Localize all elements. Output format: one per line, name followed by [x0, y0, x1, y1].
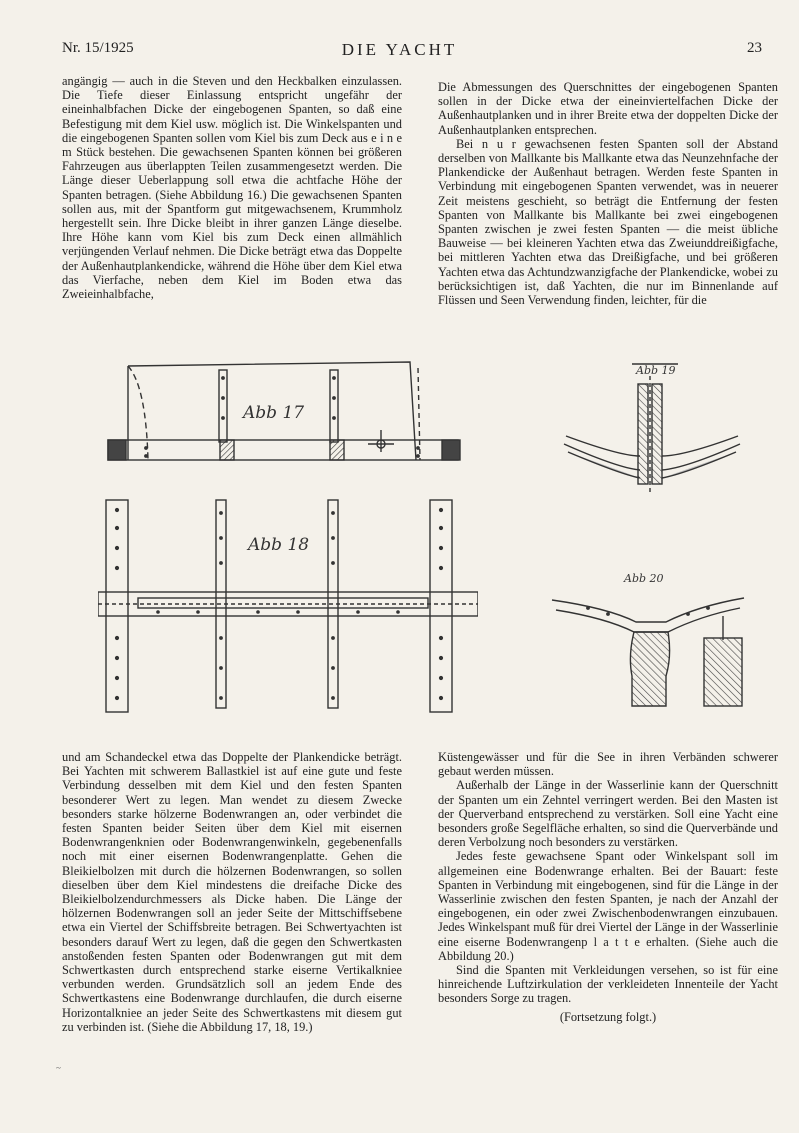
- page-number: 23: [747, 40, 762, 56]
- paragraph: Sind die Spanten mit Verkleidungen versehen, so ist für eine hinreichende Luftzirkulation der verkleideten Innenteile der Yacht besonders Sorge zu tragen.: [438, 963, 778, 1006]
- abb17-label: Abb 17: [243, 403, 305, 423]
- abb19-label: Abb 19: [636, 364, 676, 377]
- figure-17-18-diagram: [98, 348, 478, 720]
- text-column-top-right: [438, 80, 778, 307]
- figure-20-diagram: [548, 566, 748, 716]
- paragraph: und am Schandeckel etwa das Doppelte der Plankendicke beträgt. Bei Yachten mit schwerem Ballastkiel ist auf eine gute und feste Verbindung desselben mit dem Kiel und den festen Spanten besonderer Wert zu legen. Man wendet zu diesem Zwecke besonders starke hölzerne Bodenwrangen an, oder verbindet die festen Spanten beider Seiten über dem Kiel mit eisernen Bodenwrangenknien oder Bodenwrangenwinkeln, gegebenenfalls noch mit einer eisernen Bodenwrangenplatte. Gehen die Bleikielbolzen mit durch die hölzernen Bodenwrangen, so sollen dieselben über dem Kiel mindestens die dreifache Dicke des Bleikielbolzendurchmessers als Dicke haben. Die Länge der hölzernen Bodenwrangen soll an jeder Seite der Mittschiffsebene etwa ein Viertel der Schiffsbreite betragen. Bei Schwertyachten ist besonders darauf Wert zu legen, daß die gegen den Schwertkasten anstoßenden festen Spanten oder Bodenwrangen gut mit dem Schwertkasten durch entsprechend starke eiserne Vertikalkniee verbunden werden. Grundsätzlich soll an jedem Ende des Schwertkastens eine Bodenwrange durchlaufen, die durch eiserne Horizontalkniee an jeder Seite des Schwertkastens mit diesem gut zu verbinden ist. (Siehe die Abbildung 17, 18, 19.): [62, 750, 402, 1034]
- paragraph: Bei n u r gewachsenen festen Spanten soll der Abstand derselben von Mallkante bis Mallkante etwa das Neunzehnfache der Plankendicke der Außenhaut betragen. Werden feste Spanten in Verbindung mit eingebogenen Spanten verwendet, was in neuerer Zeit meistens geschieht, so beträgt die Entfernung der festen Spanten von Mallkante bis Mallkante bei zwei eingebogenen Spanten zwischen je zwei festen Spanten — die meist übliche Bauweise — bei kleineren Yachten etwa das Zweiunddreißigfache, bei mittleren Yachten etwa das Dreißigfache, und bei größeren Yachten etwa das Achtundzwanzigfache der Plankendicke, wobei zu berücksichtigen ist, daß Yachten, die nur im Binnenlande auf Flüssen und Seen Verwendung finden, leichter, für die: [438, 136, 778, 308]
- abb20-label: Abb 20: [624, 572, 664, 585]
- abb18-label: Abb 18: [248, 535, 310, 555]
- text-column-bottom-left: [62, 750, 402, 1034]
- margin-mark: ~: [56, 1063, 61, 1073]
- abb18-drawing: [98, 500, 478, 712]
- paragraph: Jedes feste gewachsene Spant oder Winkelspant soll im allgemeinen eine Bodenwrange erhalten. Bei der Bauart: feste Spanten in Verbindung mit eingebogenen, sind für die Länge in der Wasserlinie zwischen den festen Spanten, je nach der Anzahl der eingebogenen, ein oder zwei Zwischenbodenwrangen einzubauen. Jedes Winkelspant muß für drei Viertel der Länge in der Wasserlinie eine eiserne Bodenwrangenp l a t t e erhalten. (Siehe auch die Abbildung 20.): [438, 849, 778, 963]
- paragraph: Küstengewässer und für die See in ihren Verbänden schwerer gebaut werden müssen.: [438, 750, 778, 779]
- text-column-bottom-right: [438, 750, 778, 1024]
- magazine-title: DIE YACHT: [341, 40, 458, 59]
- paragraph: Außerhalb der Länge in der Wasserlinie kann der Querschnitt der Spanten um ein Zehntel verringert werden. Bei den Masten ist der Querverband entsprechend zu verstärken. Soll eine Yacht eine besonders große Segelfläche erhalten, so sind die Querverbände und deren Verbolzung noch besonders zu verstärken.: [438, 778, 778, 850]
- continued-note: (Fortsetzung folgt.): [559, 1009, 657, 1024]
- abb19-drawing: [564, 364, 740, 492]
- figure-19-diagram: [560, 356, 750, 506]
- paragraph: Die Abmessungen des Querschnittes der eingebogenen Spanten sollen in der Dicke etwa der eineinviertelfachen Dicke der Außenhautplanken und in ihrer Breite etwa der doppelten Dicke der Außenhautplanken entsprechen.: [438, 80, 778, 137]
- issue-number: Nr. 15/1925: [62, 40, 134, 56]
- text-column-top-left: [62, 74, 402, 301]
- paragraph: angängig — auch in die Steven und den Heckbalken einzulassen. Die Tiefe dieser Einlassung entspricht ungefähr der eineinhalbfachen Dicke der eingebogenen Spanten, so daß eine Befestigung mit dem Kiel usw. möglich ist. Die Winkelspanten und die eingebogenen Spanten sollen vom Kiel bis zum Deck aus e i n e m Stück bestehen. Die gewachsenen Spanten können bei größeren Fahrzeugen aus überlappten Teilen zusammengesetzt werden. Die Länge dieser Ueberlappung soll etwa die achtfache Höhe der Spanten betragen. (Siehe Abbildung 16.) Die gewachsenen Spanten sollen aus, mit der Spantform gut mitgewachsenem, Krummholz hergestellt sein. Ihre Dicke bleibt in ihrer ganzen Länge dieselbe. Ihre Höhe kann vom Kiel bis zum Deck einen allmählich verjüngenden Verlauf nehmen. Die Dicke beträgt etwa das Doppelte der Außenhautplankendicke, während die Höhe über dem Kiel etwa das Vierfache, neben dem Kiel im Boden etwa das Zweieinhalbfache,: [62, 74, 402, 302]
- abb20-drawing: [552, 598, 744, 706]
